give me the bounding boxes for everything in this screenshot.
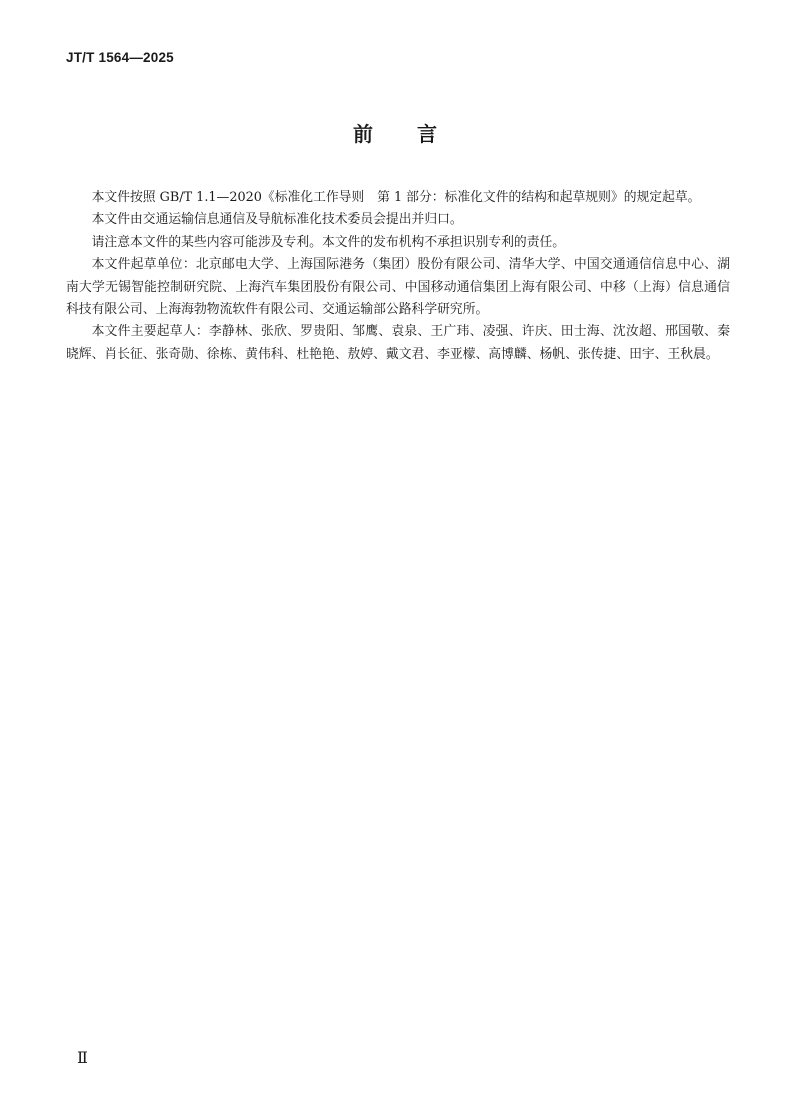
- page-title-char-1: 前: [353, 122, 373, 146]
- page-title: [0, 118, 790, 147]
- paragraph-drafting-basis: 本文件按照 GB/T 1.1—2020《标准化工作导则 第 1 部分：标准化文件的结构和起草规则》的规定起草。: [91, 190, 701, 205]
- standard-code-header: JT/T 1564—2025: [66, 50, 174, 65]
- page-title-char-2: 言: [417, 122, 437, 146]
- paragraph-main-drafters: 本文件主要起草人：李静林、张欣、罗贵阳、邹鹰、袁泉、王广玮、凌强、许庆、田士海、沈汝超、邢国敬、秦晓辉、肖长征、张奇勋、徐栋、黄伟科、杜艳艳、敖婷、戴文君、李亚檬、高博麟、杨帆、张传捷、田宇、王秋晨。: [66, 324, 730, 362]
- paragraph-drafting-organizations: 本文件起草单位：北京邮电大学、上海国际港务（集团）股份有限公司、清华大学、中国交通通信信息中心、湖南大学无锡智能控制研究院、上海汽车集团股份有限公司、中国移动通信集团上海有限公司、中移（上海）信息通信科技有限公司、上海海勃物流软件有限公司、交通运输部公路科学研究所。: [66, 257, 730, 318]
- paragraph-patent-notice: 请注意本文件的某些内容可能涉及专利。本文件的发布机构不承担识别专利的责任。: [91, 234, 566, 250]
- foreword-body: [66, 187, 730, 366]
- paragraph-proposer: 本文件由交通运输信息通信及导航标准化技术委员会提出并归口。: [91, 212, 463, 228]
- page-number: Ⅱ: [77, 1050, 88, 1067]
